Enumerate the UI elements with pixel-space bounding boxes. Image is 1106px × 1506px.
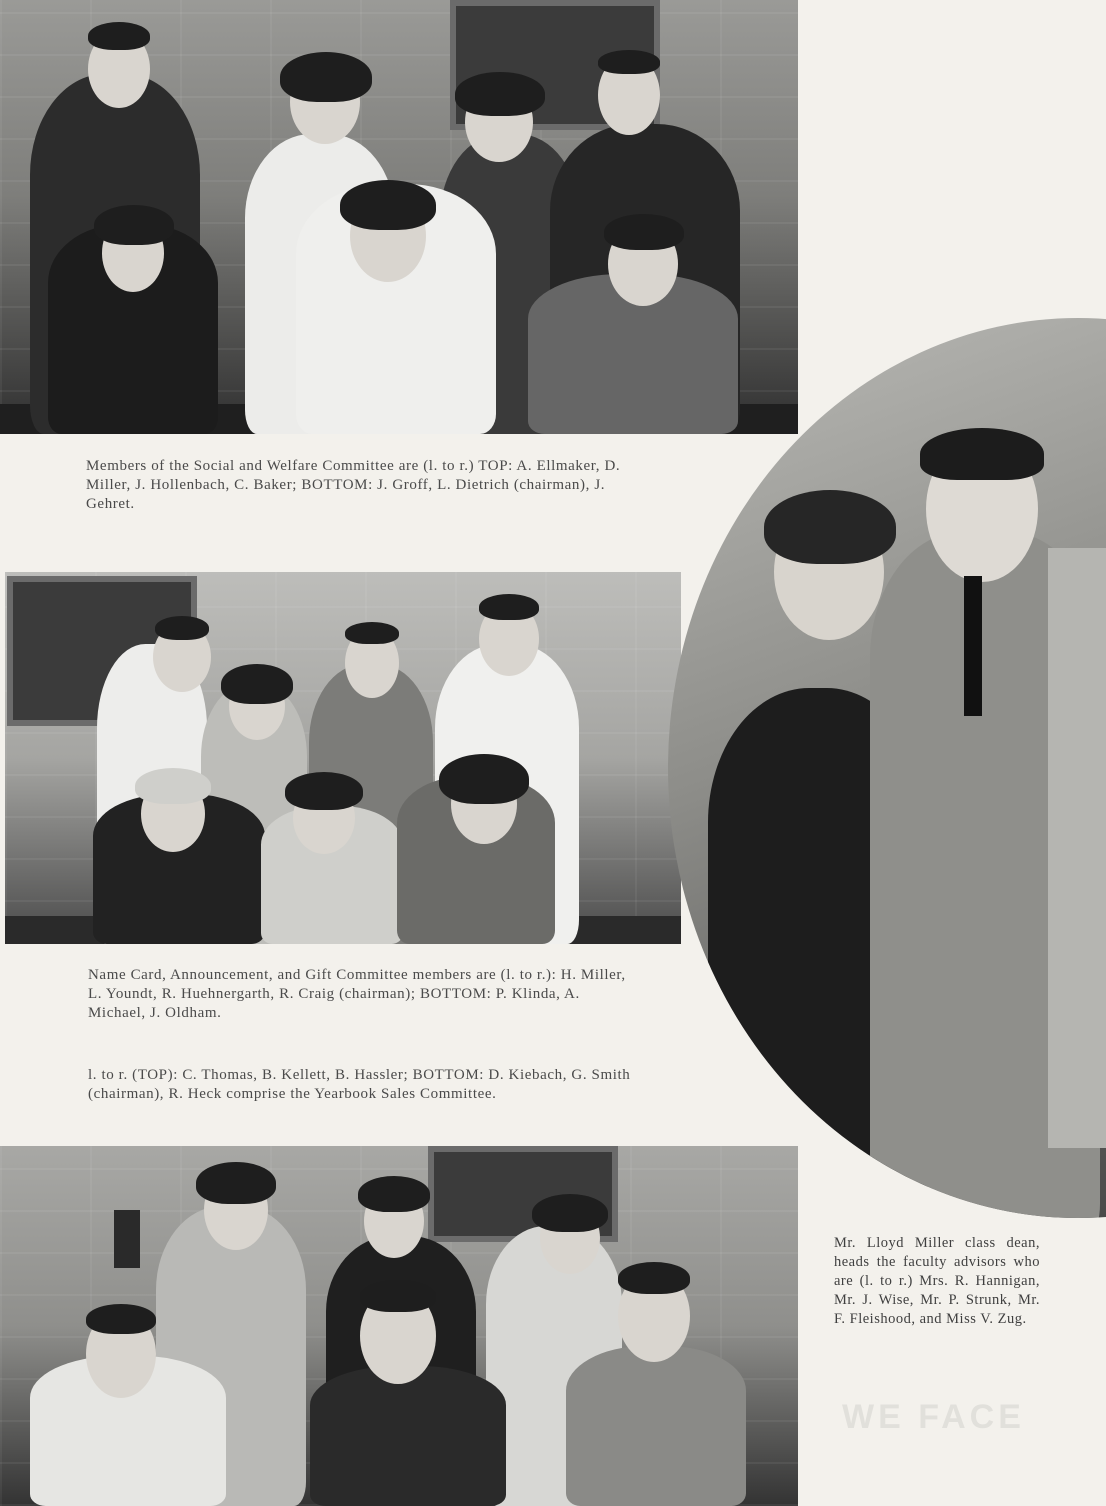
- name-card-caption: Name Card, Announcement, and Gift Committee members are (l. to r.): H. Miller, L. Youndt, R. Huehnergarth, R. Craig (chairman); BOTTOM: P. Klinda, A. Michael, J. Oldham.: [88, 967, 626, 1021]
- name-card-committee-photo: [5, 572, 681, 944]
- advisors-caption: Mr. Lloyd Miller class dean, heads the faculty advisors who are (l. to r.) Mrs. R. Hannigan, Mr. J. Wise, Mr. P. Strunk, Mr. F. Fleishood, and Miss V. Zug.: [834, 1235, 1040, 1327]
- yearbook-sales-caption: l. to r. (TOP): C. Thomas, B. Kellett, B. Hassler; BOTTOM: D. Kiebach, G. Smith (chairman), R. Heck comprise the Yearbook Sales Committee.: [88, 1067, 631, 1102]
- faculty-advisors-photo: [668, 318, 1106, 1218]
- social-welfare-caption: Members of the Social and Welfare Committee are (l. to r.) TOP: A. Ellmaker, D. Miller, J. Hollenbach, C. Baker; BOTTOM: J. Groff, L. Dietrich (chairman), J. Gehret.: [86, 458, 621, 512]
- watermark-text: WE FACE: [842, 1398, 1025, 1436]
- yearbook-sales-committee-photo: [0, 1146, 798, 1506]
- social-welfare-committee-photo: [0, 0, 798, 434]
